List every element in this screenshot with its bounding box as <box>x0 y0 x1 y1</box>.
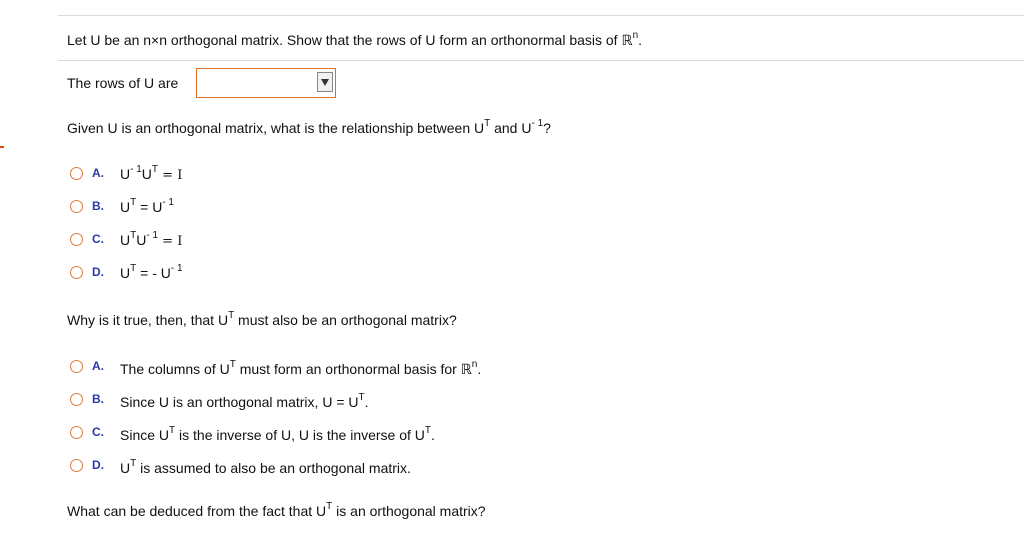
question-deduced: What can be deduced from the fact that $U^T$ is an orthogonal matrix? <box>67 501 486 519</box>
radio-q3-a[interactable] <box>70 167 83 180</box>
option-letter: D. <box>92 458 104 472</box>
top-divider <box>58 15 1024 16</box>
radio-q4-d[interactable] <box>70 459 83 472</box>
option-letter: A. <box>92 359 104 373</box>
rows-dropdown[interactable] <box>196 68 336 98</box>
option-letter: C. <box>92 425 104 439</box>
option-letter: C. <box>92 232 104 246</box>
radio-q3-d[interactable] <box>70 266 83 279</box>
option-letter: D. <box>92 265 104 279</box>
option-q4-d-text: $U^T$ is assumed to also be an orthogonal matrix. <box>120 458 411 476</box>
radio-q4-b[interactable] <box>70 393 83 406</box>
question-relationship: Given U is an orthogonal matrix, what is the relationship between $U^T$ and $U^{- 1}$? <box>67 118 551 136</box>
problem-statement: Let U be an n×n orthogonal matrix. Show that the rows of U form an orthonormal basis of ℝ$^n$. <box>67 30 643 48</box>
question-why-orthogonal: Why is it true, then, that $U^T$ must also be an orthogonal matrix? <box>67 310 457 328</box>
radio-q4-c[interactable] <box>70 426 83 439</box>
option-q3-a-text: $U^{- 1}U^T = I$ <box>120 164 183 183</box>
rows-label: The rows of U are <box>67 75 179 91</box>
option-q4-a-text: The columns of $U^T$ must form an orthonormal basis for ℝ$^n$. <box>120 359 482 377</box>
option-q4-b-text: Since U is an orthogonal matrix, $U = U^T$. <box>120 392 369 410</box>
option-letter: B. <box>92 199 104 213</box>
question-divider <box>58 60 1024 61</box>
option-q3-c-text: $U^TU^{- 1} = I$ <box>120 230 183 249</box>
option-q3-b-text: $U^T = U^{- 1}$ <box>120 197 174 215</box>
chevron-down-icon[interactable] <box>317 72 333 92</box>
margin-marker <box>0 146 4 148</box>
option-letter: A. <box>92 166 104 180</box>
option-letter: B. <box>92 392 104 406</box>
option-q3-d-text: $U^T$ = - $U^{- 1}$ <box>120 263 183 281</box>
radio-q3-c[interactable] <box>70 233 83 246</box>
radio-q3-b[interactable] <box>70 200 83 213</box>
option-q4-c-text: Since $U^T$ is the inverse of U, U is the inverse of $U^T$. <box>120 425 435 443</box>
radio-q4-a[interactable] <box>70 360 83 373</box>
